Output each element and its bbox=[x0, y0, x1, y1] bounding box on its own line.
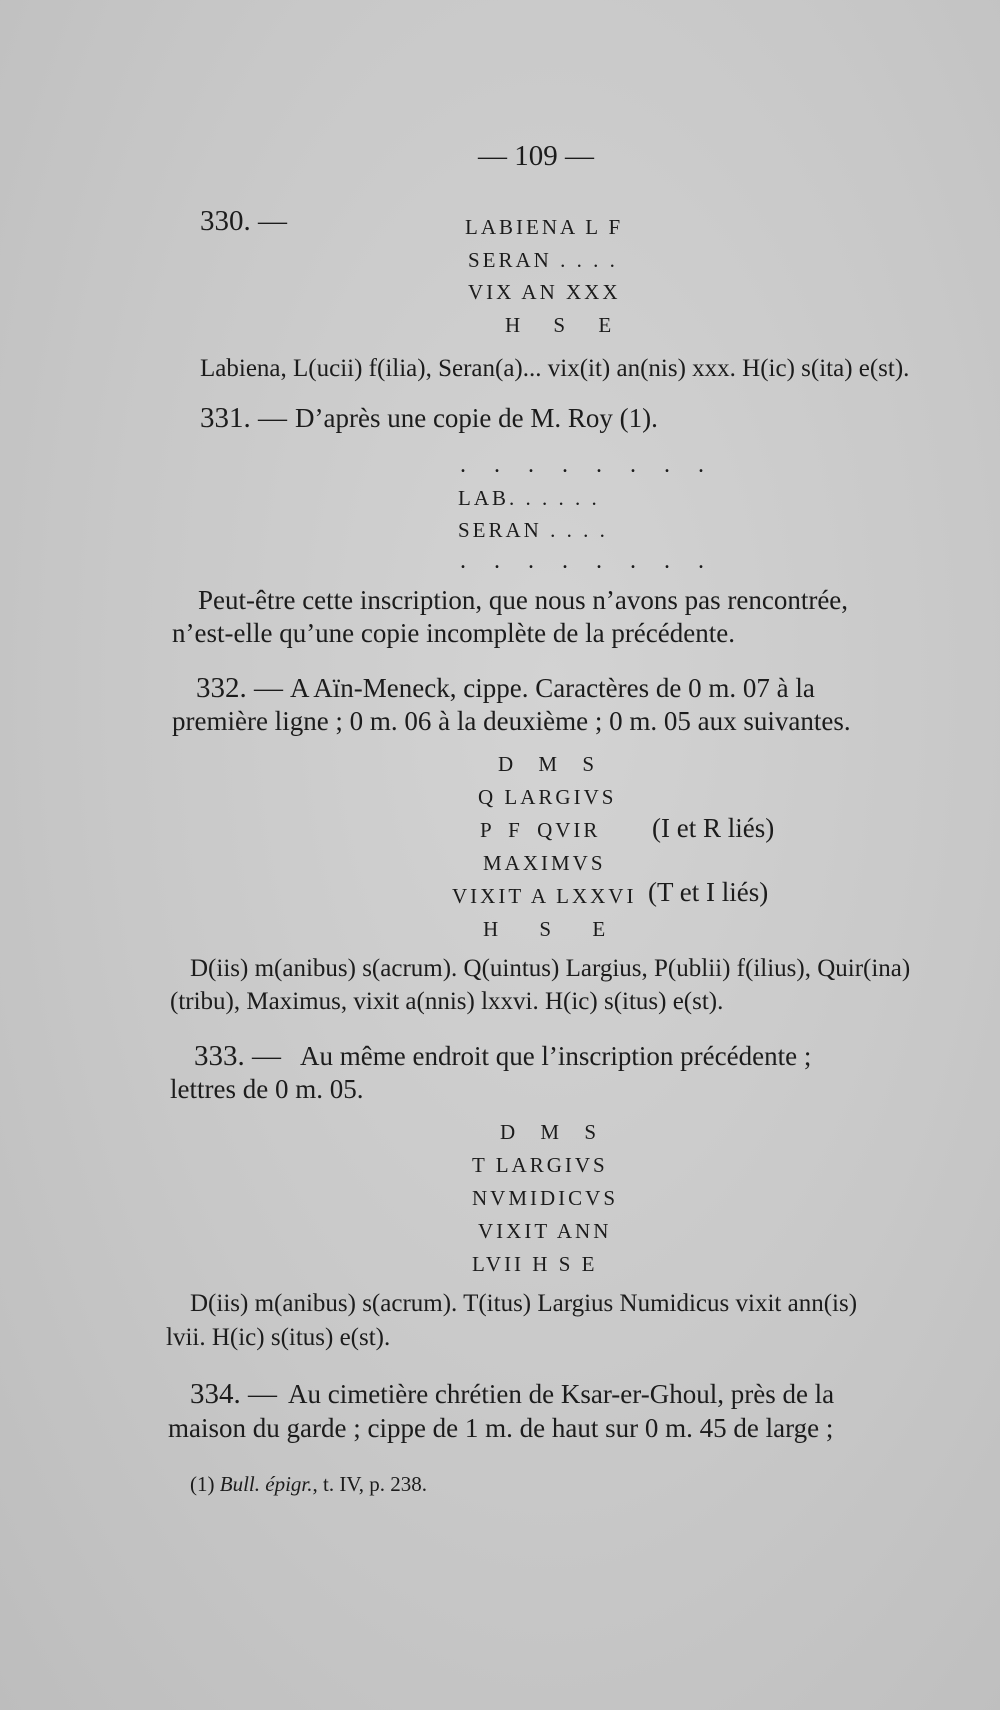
entry-intro-line: première ligne ; 0 m. 06 à la deuxième ; 0 m. 05 aux suivantes. bbox=[172, 706, 851, 736]
footnote-source: Bull. épigr. bbox=[219, 1472, 313, 1496]
footnote-reference: , t. IV, p. 238. bbox=[312, 1472, 428, 1496]
entry-intro-331: D’après une copie de M. Roy (1). bbox=[295, 403, 658, 433]
transcription-330: Labiena, L(ucii) f(ilia), Seran(a)... vix(it) an(nis) xxx. H(ic) s(ita) e(st). bbox=[200, 355, 910, 382]
page-number: — 109 — bbox=[478, 140, 594, 172]
ligature-note: (I et R liés) bbox=[652, 813, 775, 843]
epigraph-line: NVMIDICVS bbox=[472, 1186, 619, 1210]
footnote bbox=[190, 1472, 427, 1497]
epigraph-line: LABIENA L F bbox=[465, 215, 624, 239]
entry-number-333: 333. — bbox=[194, 1040, 281, 1072]
epigraph-line: H S E bbox=[505, 313, 626, 337]
entry-number-331: 331. — bbox=[200, 402, 287, 434]
epigraph-line: D M S bbox=[500, 1120, 607, 1144]
entry-number-334: 334. — bbox=[190, 1378, 277, 1410]
epigraph-line: SERAN . . . . bbox=[468, 248, 618, 272]
epigraph-line: VIXIT ANN bbox=[478, 1219, 612, 1243]
epigraph-line: VIXIT A LXXVI bbox=[452, 884, 637, 908]
epigraph-line: D M S bbox=[498, 752, 605, 776]
epigraph-line: LAB. . . . . . bbox=[458, 486, 600, 510]
epigraph-line: VIX AN XXX bbox=[468, 280, 621, 304]
transcription-line: D(iis) m(anibus) s(acrum). Q(uintus) Largius, P(ublii) f(ilius), Quir(ina) bbox=[190, 955, 911, 982]
epigraph-line: MAXIMVS bbox=[483, 851, 606, 875]
transcription-line: D(iis) m(anibus) s(acrum). T(itus) Largius Numidicus vixit ann(is) bbox=[190, 1290, 858, 1317]
epigraph-line: . . . . . . . . bbox=[460, 452, 715, 478]
entry-intro-line: Au cimetière chrétien de Ksar-er-Ghoul, près de la bbox=[288, 1379, 835, 1409]
transcription-line: (tribu), Maximus, vixit a(nnis) lxxvi. H(ic) s(itus) e(st). bbox=[170, 988, 724, 1015]
epigraph-line: SERAN . . . . bbox=[458, 518, 608, 542]
entry-intro-line: Au même endroit que l’inscription précédente ; bbox=[300, 1041, 812, 1071]
transcription-line: lvii. H(ic) s(itus) e(st). bbox=[166, 1324, 391, 1351]
entry-intro-line: maison du garde ; cippe de 1 m. de haut sur 0 m. 45 de large ; bbox=[168, 1413, 834, 1443]
epigraph-line: P F QVIR bbox=[480, 818, 601, 842]
entry-intro-line: A Aïn-Meneck, cippe. Caractères de 0 m. 07 à la bbox=[290, 673, 815, 703]
entry-number-332: 332. — bbox=[196, 672, 283, 704]
epigraph-line: Q LARGIVS bbox=[478, 785, 617, 809]
footnote-marker: (1) bbox=[190, 1472, 215, 1496]
epigraph-line: H S E bbox=[483, 917, 624, 941]
epigraph-line: LVII H S E bbox=[472, 1252, 598, 1276]
comment-line: Peut-être cette inscription, que nous n’avons pas rencontrée, bbox=[198, 585, 849, 615]
epigraph-line: T LARGIVS bbox=[472, 1153, 608, 1177]
entry-intro-line: lettres de 0 m. 05. bbox=[170, 1074, 364, 1104]
ligature-note: (T et I liés) bbox=[648, 877, 769, 907]
entry-number-330: 330. — bbox=[200, 205, 287, 237]
comment-line: n’est-elle qu’une copie incomplète de la précédente. bbox=[172, 618, 735, 648]
epigraph-line: . . . . . . . . bbox=[460, 548, 715, 574]
